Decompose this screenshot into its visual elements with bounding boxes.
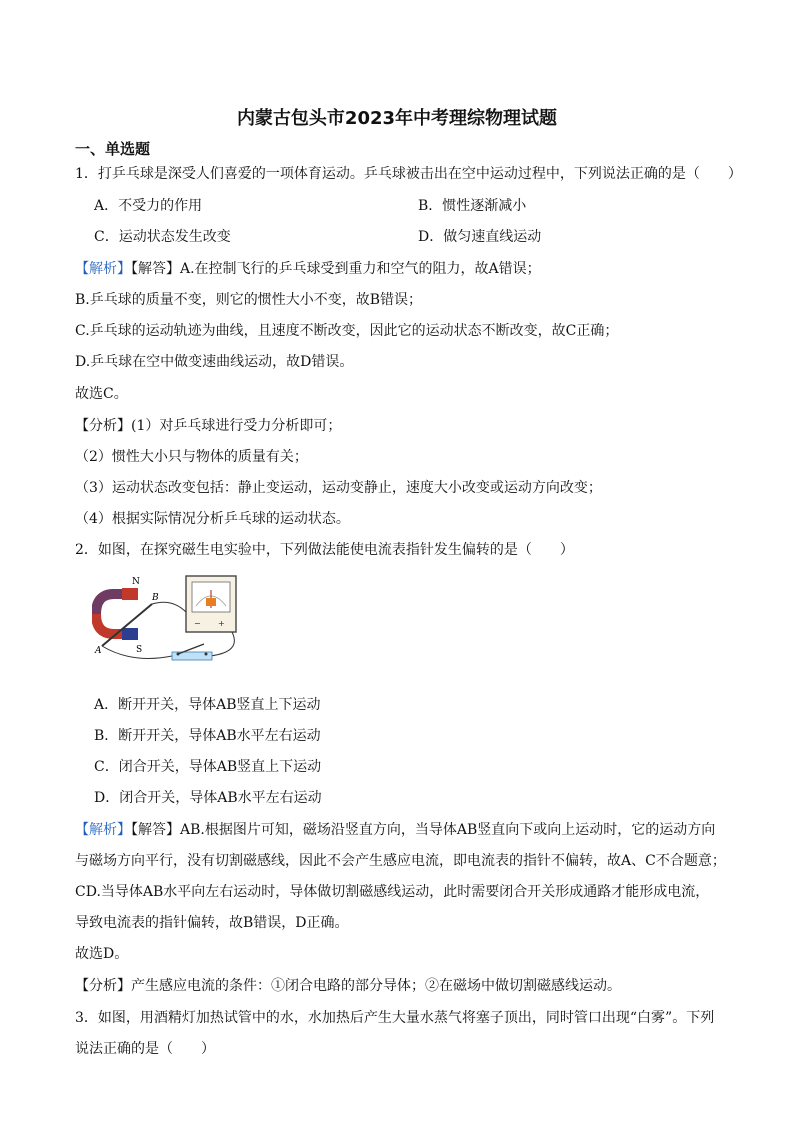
figure-label-b: B [152, 593, 159, 603]
q2-option-b: B．断开开关，导体AB水平左右运动 [94, 728, 321, 744]
q2-jieda-4: 导致电流表的指针偏转，故B错误，D正确。 [75, 915, 349, 931]
q1-fenxi-1: 【分析】(1）对乒乓球进行受力分析即可； [75, 418, 342, 434]
galvanometer-icon [186, 576, 236, 632]
q1-line-c: C.乒乓球的运动轨迹为曲线，且速度不断改变，因此它的运动状态不断改变，故C正确； [75, 323, 619, 339]
q1-option-b: B．惯性逐渐减小 [418, 198, 527, 214]
question-3-stem-line-1: 3．如图，用酒精灯加热试管中的水，水加热后产生大量水蒸气将塞子顶出，同时管口出现“白雾”。下列 [75, 1010, 715, 1026]
q1-fenxi-3: （3）运动状态改变包括：静止变运动，运动变静止，速度大小改变或运动方向改变； [75, 480, 602, 496]
q2-option-a: A．断开开关，导体AB竖直上下运动 [94, 697, 321, 713]
q1-option-c: C．运动状态发生改变 [94, 229, 231, 245]
svg-text:−: − [194, 619, 201, 628]
switch-icon [172, 644, 212, 660]
q1-fenxi-4: （4）根据实际情况分析乒乓球的运动状态。 [75, 511, 350, 527]
q1-line-b: B.乒乓球的质量不变，则它的惯性大小不变，故B错误； [75, 292, 423, 308]
question-3-stem-line-2: 说法正确的是（ ） [75, 1041, 215, 1057]
q2-jiexi-tag: 【解析】 [75, 822, 131, 838]
question-1-stem: 1．打乒乓球是深受人们喜爱的一项体育运动。乒乓球被击出在空中运动过程中，下列说法正确的是（ ） [75, 166, 742, 182]
q2-option-c: C．闭合开关，导体AB竖直上下运动 [94, 759, 322, 775]
q1-fenxi-2: （2）惯性大小只与物体的质量有关； [75, 449, 308, 465]
q2-analysis-line-1 [75, 821, 715, 839]
q1-option-d: D．做匀速直线运动 [418, 229, 542, 245]
q1-analysis-line [75, 260, 541, 278]
q2-jieda-1: 【解答】AB.根据图片可知，磁场沿竖直方向，当导体AB竖直向下或向上运动时，它的运动方向 [131, 822, 716, 838]
section-heading: 一、单选题 [75, 140, 151, 158]
q2-choice: 故选D。 [75, 946, 129, 962]
q1-jieda: 【解答】A.在控制飞行的乒乓球受到重力和空气的阻力，故A错误； [131, 261, 541, 277]
q1-option-a: A．不受力的作用 [94, 198, 203, 214]
figure-label-a: A [95, 646, 102, 656]
q2-option-d: D．闭合开关，导体AB水平左右运动 [94, 790, 322, 806]
figure-label-s: S [136, 645, 143, 655]
figure-label-n: N [132, 577, 140, 587]
q1-choice: 故选C。 [75, 386, 128, 402]
question-2-stem: 2．如图，在探究磁生电实验中，下列做法能使电流表指针发生偏转的是（ ） [75, 542, 574, 558]
electromagnetic-induction-figure [92, 572, 252, 664]
q2-jieda-2: 与磁场方向平行，没有切割磁感线，因此不会产生感应电流，即电流表的指针不偏转，故A、C不合题意； [75, 853, 726, 869]
q1-line-d: D.乒乓球在空中做变速曲线运动，故D错误。 [75, 354, 354, 370]
q2-fenxi: 【分析】产生感应电流的条件：①闭合电路的部分导体；②在磁场中做切割磁感线运动。 [75, 978, 621, 994]
q1-jiexi-tag: 【解析】 [75, 261, 131, 277]
svg-text:+: + [218, 619, 225, 628]
page-title: 内蒙古包头市2023年中考理综物理试题 [236, 108, 558, 129]
q2-jieda-3: CD.当导体AB水平向左右运动时，导体做切割磁感线运动，此时需要闭合开关形成通路才能形成电流， [75, 884, 710, 900]
